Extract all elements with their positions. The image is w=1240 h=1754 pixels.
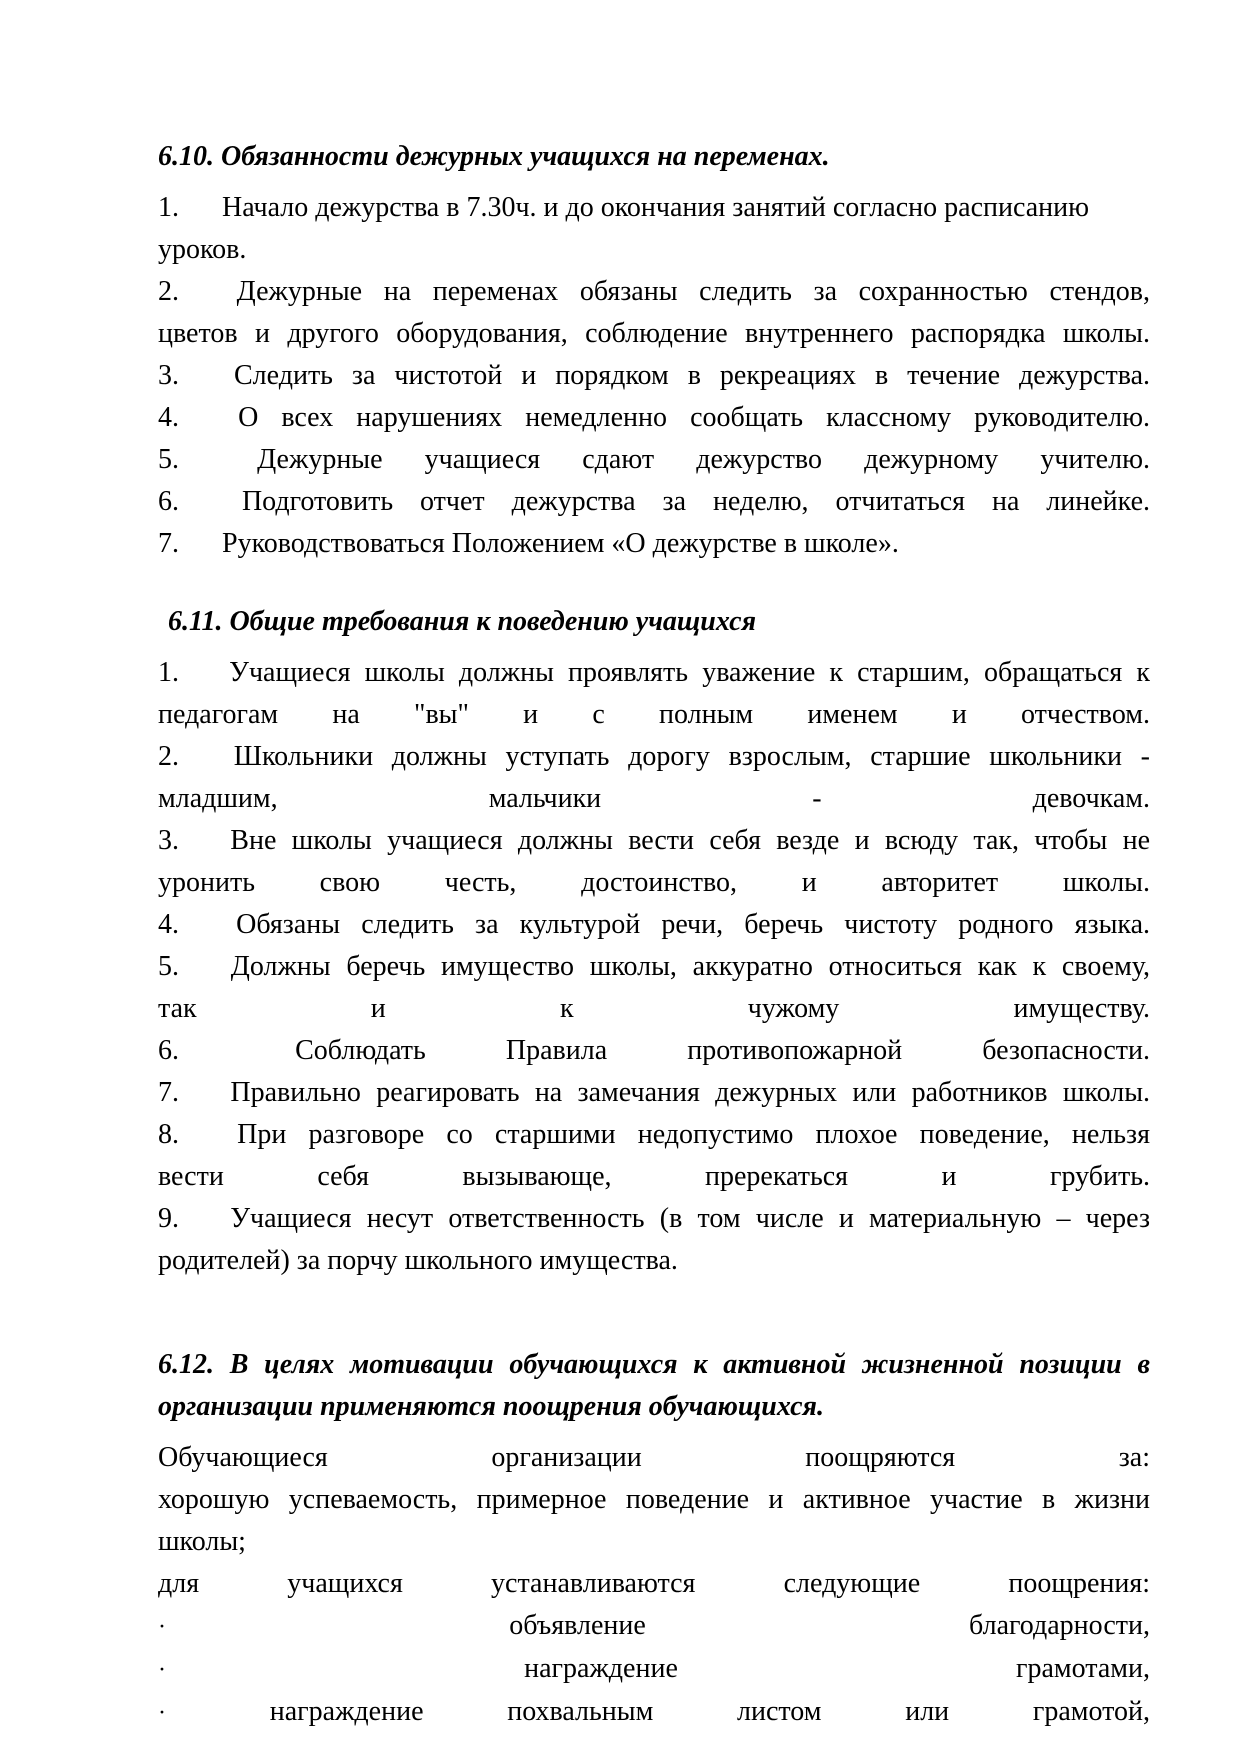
list-item-line <box>158 736 1150 778</box>
section-body <box>158 187 1150 565</box>
line-text: При разговоре со старшими недопустимо плохое поведение, нельзя <box>237 1119 1150 1150</box>
list-item-line <box>158 271 1150 313</box>
list-item-line <box>158 481 1150 523</box>
list-item-line <box>158 1198 1150 1240</box>
list-item-line <box>158 355 1150 397</box>
number-marker: 1. <box>158 192 179 223</box>
number-marker: 5. <box>158 951 179 982</box>
line-text: награждение похвальным листом или грамотой, <box>269 1696 1151 1727</box>
list-item-line <box>158 1691 1150 1734</box>
bullet-marker: · <box>158 1700 166 1726</box>
list-item-line <box>158 523 1150 565</box>
list-item-line <box>158 820 1150 862</box>
list-item-line <box>158 1030 1150 1072</box>
list-item-line <box>158 904 1150 946</box>
list-item-line <box>158 652 1150 694</box>
text-line: школы; <box>158 1526 246 1557</box>
line-text: объявление благодарности, <box>509 1610 1150 1641</box>
number-marker: 5. <box>158 444 179 475</box>
text-line: Обучающиеся организации поощряются за: <box>158 1442 1150 1473</box>
list-item-line <box>158 439 1150 481</box>
text-line: уронить свою честь, достоинство, и авторитет школы. <box>158 867 1150 898</box>
line-text: Школьники должны уступать дорогу взрослым, старшие школьники - <box>233 741 1150 772</box>
section-body <box>158 652 1150 1282</box>
section-body <box>158 1437 1150 1734</box>
text-line: родителей) за порчу школьного имущества. <box>158 1245 678 1276</box>
section-6.10 <box>158 136 1150 565</box>
number-marker: 6. <box>158 486 179 517</box>
list-item-line <box>158 946 1150 988</box>
section-heading: 6.11. Общие требования к поведению учащихся <box>168 606 756 637</box>
bullet-marker: · <box>158 1614 166 1640</box>
number-marker: 8. <box>158 1119 179 1150</box>
bullet-marker: · <box>158 1657 166 1683</box>
line-text: Обязаны следить за культурой речи, беречь чистоту родного языка. <box>236 909 1150 940</box>
number-marker: 7. <box>158 1077 179 1108</box>
number-marker: 9. <box>158 1203 179 1234</box>
list-item-line <box>158 1605 1150 1648</box>
number-marker: 3. <box>158 360 179 391</box>
line-text: Начало дежурства в 7.30ч. и до окончания занятий согласно расписанию <box>222 192 1090 223</box>
list-item-line <box>158 1648 1150 1691</box>
line-text: Учащиеся школы должны проявлять уважение к старшим, обращаться к <box>229 657 1150 688</box>
section-heading: организации применяются поощрения обучающихся. <box>158 1391 824 1422</box>
line-text: Следить за чистотой и порядком в рекреациях в течение дежурства. <box>234 360 1151 391</box>
line-text: Вне школы учащиеся должны вести себя везде и всюду так, чтобы не <box>230 825 1150 856</box>
list-item-line <box>158 397 1150 439</box>
line-text: О всех нарушениях немедленно сообщать классному руководителю. <box>238 402 1150 433</box>
line-text: Дежурные учащиеся сдают дежурство дежурному учителю. <box>257 444 1150 475</box>
line-text: Учащиеся несут ответственность (в том числе и материальную – через <box>230 1203 1151 1234</box>
list-item-line <box>158 1072 1150 1114</box>
text-line: педагогам на "вы" и с полным именем и отчеством. <box>158 699 1150 730</box>
number-marker: 6. <box>158 1035 179 1066</box>
line-text: Подготовить отчет дежурства за неделю, отчитаться на линейке. <box>241 486 1150 517</box>
line-text: Должны беречь имущество школы, аккуратно относиться как к своему, <box>230 951 1151 982</box>
line-text: Соблюдать Правила противопожарной безопасности. <box>295 1035 1150 1066</box>
line-text: награждение грамотами, <box>524 1653 1150 1684</box>
section-heading: 6.10. Обязанности дежурных учащихся на переменах. <box>158 141 830 172</box>
section-6.12 <box>158 1344 1150 1734</box>
text-line: так и к чужому имуществу. <box>158 993 1150 1024</box>
line-text: Руководствоваться Положением «О дежурстве в школе». <box>222 528 899 559</box>
number-marker: 2. <box>158 276 179 307</box>
number-marker: 7. <box>158 528 179 559</box>
section-6.11 <box>158 601 1150 1282</box>
number-marker: 2. <box>158 741 179 772</box>
number-marker: 1. <box>158 657 179 688</box>
section-heading: 6.12. В целях мотивации обучающихся к активной жизненной позиции в <box>158 1349 1150 1380</box>
text-line: цветов и другого оборудования, соблюдение внутреннего распорядка школы. <box>158 318 1150 349</box>
number-marker: 4. <box>158 402 179 433</box>
number-marker: 4. <box>158 909 179 940</box>
list-item-line <box>158 1114 1150 1156</box>
text-line: младшим, мальчики - девочкам. <box>158 783 1150 814</box>
line-text: Дежурные на переменах обязаны следить за сохранностью стендов, <box>236 276 1150 307</box>
text-line: уроков. <box>158 234 247 265</box>
text-line: хорошую успеваемость, примерное поведение и активное участие в жизни <box>158 1484 1150 1515</box>
list-item-line <box>158 187 1150 229</box>
text-line: вести себя вызывающе, пререкаться и грубить. <box>158 1161 1150 1192</box>
text-line: для учащихся устанавливаются следующие поощрения: <box>158 1568 1150 1599</box>
line-text: Правильно реагировать на замечания дежурных или работников школы. <box>230 1077 1151 1108</box>
number-marker: 3. <box>158 825 179 856</box>
